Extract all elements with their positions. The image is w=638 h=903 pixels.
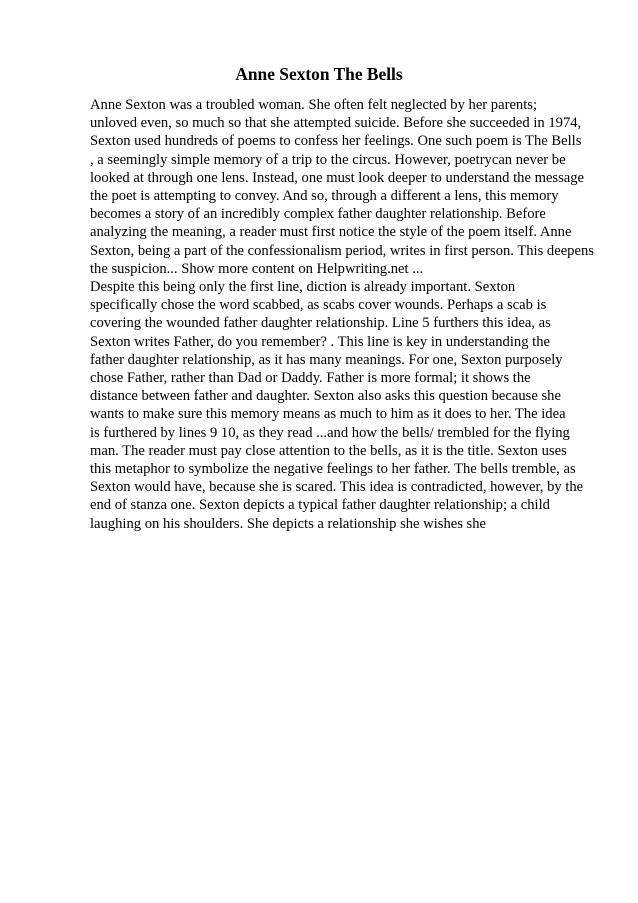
- body-line: the suspicion... Show more content on Helpwriting.net ...: [90, 260, 424, 277]
- body-line: Sexton used hundreds of poems to confess her feelings. One such poem is The Bells: [90, 133, 582, 150]
- body-line: is furthered by lines 9 10, as they read ...and how the bells/ trembled for the flying: [90, 424, 570, 441]
- body-line: looked at through one lens. Instead, one must look deeper to understand the message: [90, 169, 585, 186]
- body-line: chose Father, rather than Dad or Daddy. Father is more formal; it shows the: [90, 370, 531, 387]
- body-line: unloved even, so much so that she attempted suicide. Before she succeeded in 1974,: [90, 115, 582, 132]
- body-line: covering the wounded father daughter relationship. Line 5 furthers this idea, as: [90, 315, 551, 332]
- body-line: this metaphor to symbolize the negative feelings to her father. The bells tremble, as: [90, 461, 576, 478]
- document-body: [90, 96, 600, 533]
- body-line: the poet is attempting to convey. And so, through a different a lens, this memory: [90, 188, 559, 205]
- body-line: distance between father and daughter. Sexton also asks this question because she: [90, 388, 561, 405]
- body-line: , a seemingly simple memory of a trip to the circus. However, poetrycan never be: [90, 151, 566, 168]
- body-line: Sexton, being a part of the confessionalism period, writes in first person. This deepens: [90, 242, 594, 259]
- body-line: laughing on his shoulders. She depicts a relationship she wishes she: [90, 515, 487, 532]
- body-line: analyzing the meaning, a reader must first notice the style of the poem itself. Anne: [90, 224, 572, 241]
- body-line: end of stanza one. Sexton depicts a typical father daughter relationship; a child: [90, 497, 550, 514]
- body-line: becomes a story of an incredibly complex father daughter relationship. Before: [90, 206, 546, 223]
- body-line: Despite this being only the first line, diction is already important. Sexton: [90, 279, 516, 296]
- body-line: specifically chose the word scabbed, as scabs cover wounds. Perhaps a scab is: [90, 297, 547, 314]
- body-line: man. The reader must pay close attention to the bells, as it is the title. Sexton uses: [90, 442, 567, 459]
- body-line: Sexton writes Father, do you remember? . This line is key in understanding the: [90, 333, 550, 350]
- body-line: wants to make sure this memory means as much to him as it does to her. The idea: [90, 406, 566, 423]
- body-line: Anne Sexton was a troubled woman. She often felt neglected by her parents;: [90, 97, 538, 113]
- body-line: father daughter relationship, as it has many meanings. For one, Sexton purposely: [90, 351, 563, 368]
- document-title: Anne Sexton The Bells: [235, 64, 403, 84]
- body-line: Sexton would have, because she is scared. This idea is contradicted, however, by the: [90, 479, 584, 496]
